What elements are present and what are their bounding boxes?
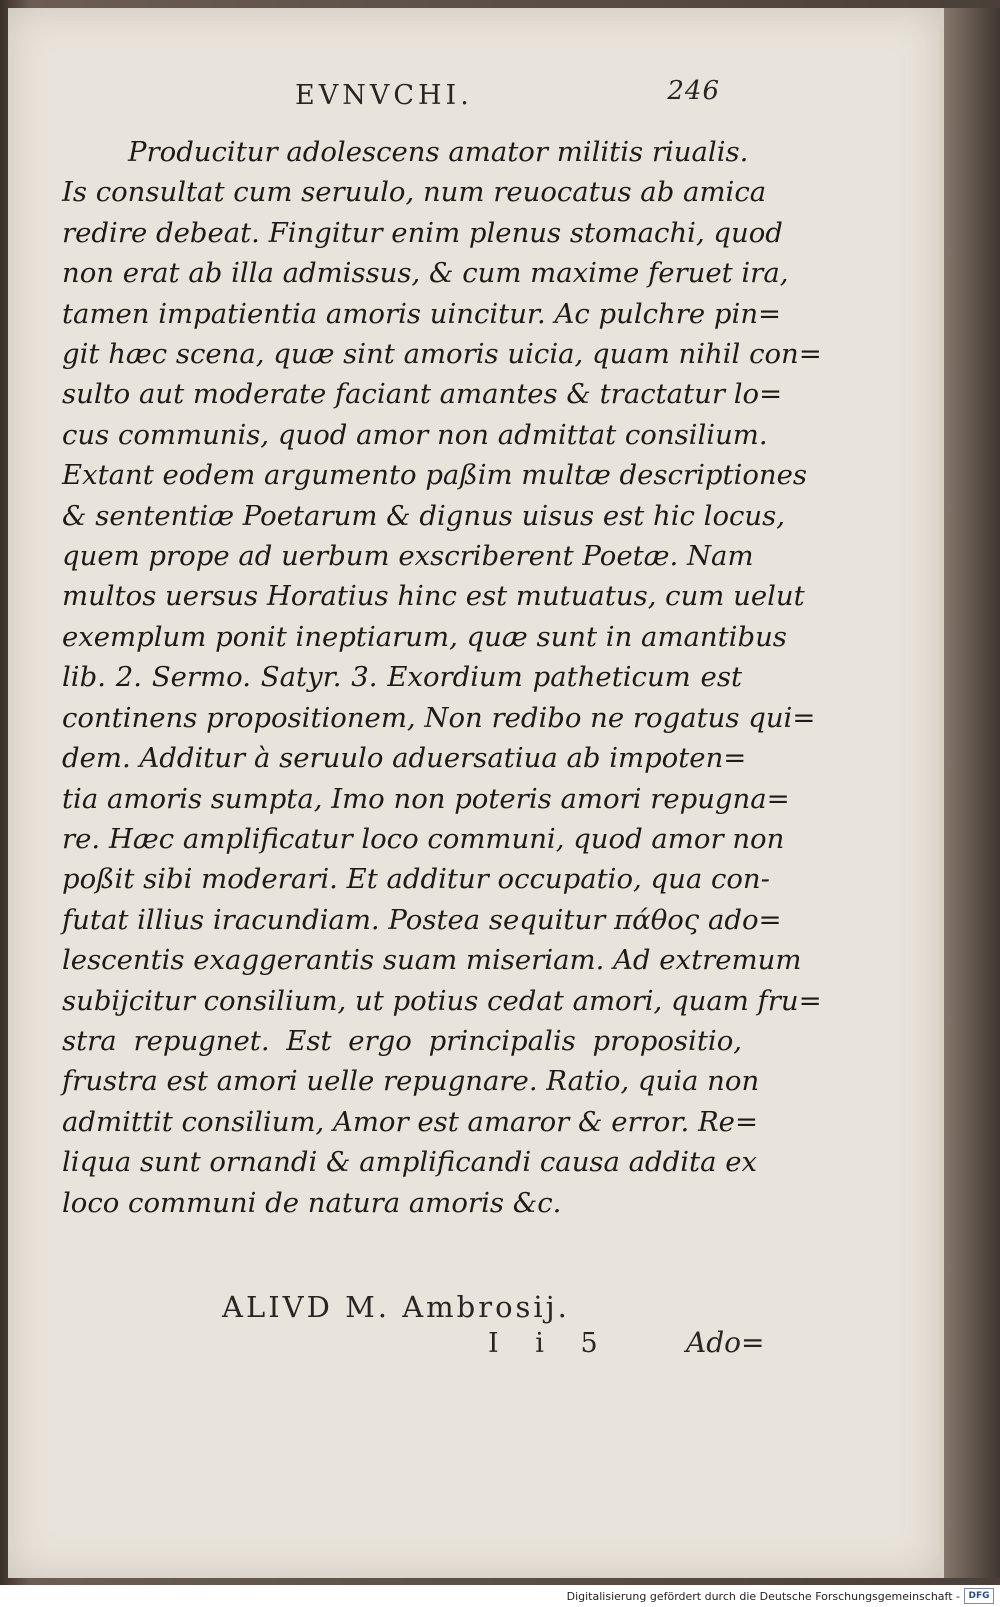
- text-line: tia amoris sumpta, Imo non poteris amori repugna=: [62, 782, 790, 815]
- text-line: re. Hæc amplificatur loco communi, quod amor non: [62, 822, 785, 855]
- dfg-logo-icon: DFG: [964, 1588, 994, 1604]
- text-line: frustra est amori uelle repugnare. Ratio, quia non: [62, 1065, 760, 1098]
- text-line: stra repugnet. Est ergo principalis propositio,: [62, 1024, 742, 1057]
- text-line: git hæc scena, quæ sint amoris uicia, quam nihil con=: [62, 338, 822, 371]
- text-line: admittit consilium, Amor est amaror & error. Re=: [62, 1105, 758, 1138]
- text-line: continens propositionem, Non redibo ne rogatus qui=: [62, 701, 816, 734]
- text-line: sulto aut moderate faciant amantes & tractatur lo=: [62, 378, 783, 411]
- text-line: poßit sibi moderari. Et additur occupatio, qua con-: [62, 863, 770, 896]
- next-section-title: ALIVD M. Ambrosij.: [222, 1290, 570, 1324]
- catchword: Ado=: [686, 1326, 765, 1359]
- text-line: multos uersus Horatius hinc est mutuatus, cum uelut: [62, 580, 805, 613]
- text-line: & sententiæ Poetarum & dignus uisus est hic locus,: [62, 499, 785, 532]
- text-line: liqua sunt ornandi & amplificandi causa addita ex: [62, 1146, 758, 1179]
- text-line: quem prope ad uerbum exscriberent Poetæ. Nam: [62, 540, 754, 573]
- text-line: Extant eodem argumento paßim multæ descriptiones: [62, 459, 807, 492]
- signature-mark: I i 5: [488, 1328, 612, 1359]
- text-line: Is consultat cum seruulo, num reuocatus ab amica: [62, 176, 767, 209]
- text-line: tamen impatientia amoris uincitur. Ac pulchre pin=: [62, 297, 782, 330]
- text-line: cus communis, quod amor non admittat consilium.: [62, 418, 768, 451]
- text-line: exemplum ponit ineptiarum, quæ sunt in amantibus: [62, 620, 787, 653]
- page-header: [280, 72, 720, 112]
- text-line: dem. Additur à seruulo aduersatiua ab impoten=: [62, 742, 747, 775]
- page-number: 246: [667, 76, 720, 106]
- running-head: EVNVCHI.: [295, 80, 473, 111]
- text-line: lescentis exaggerantis suam miseriam. Ad extremum: [62, 944, 802, 977]
- text-line: redire debeat. Fingitur enim plenus stomachi, quod: [62, 216, 783, 249]
- text-line: loco communi de natura amoris &c.: [62, 1186, 562, 1219]
- text-line: non erat ab illa admissus, & cum maxime feruet ira,: [62, 257, 789, 290]
- text-line: lib. 2. Sermo. Satyr. 3. Exordium patheticum est: [62, 661, 742, 694]
- body-text: [62, 132, 822, 1223]
- book-edge: [940, 8, 1000, 1578]
- text-line: subijcitur consilium, ut potius cedat amori, quam fru=: [62, 984, 822, 1017]
- digitization-credit: Digitalisierung gefördert durch die Deutsche Forschungsgemeinschaft -: [566, 1590, 960, 1603]
- text-line: Producitur adolescens amator militis riualis.: [128, 136, 749, 168]
- credit-bar: [0, 1585, 1000, 1607]
- text-line: futat illius iracundiam. Postea sequitur πάθος ado=: [62, 903, 782, 936]
